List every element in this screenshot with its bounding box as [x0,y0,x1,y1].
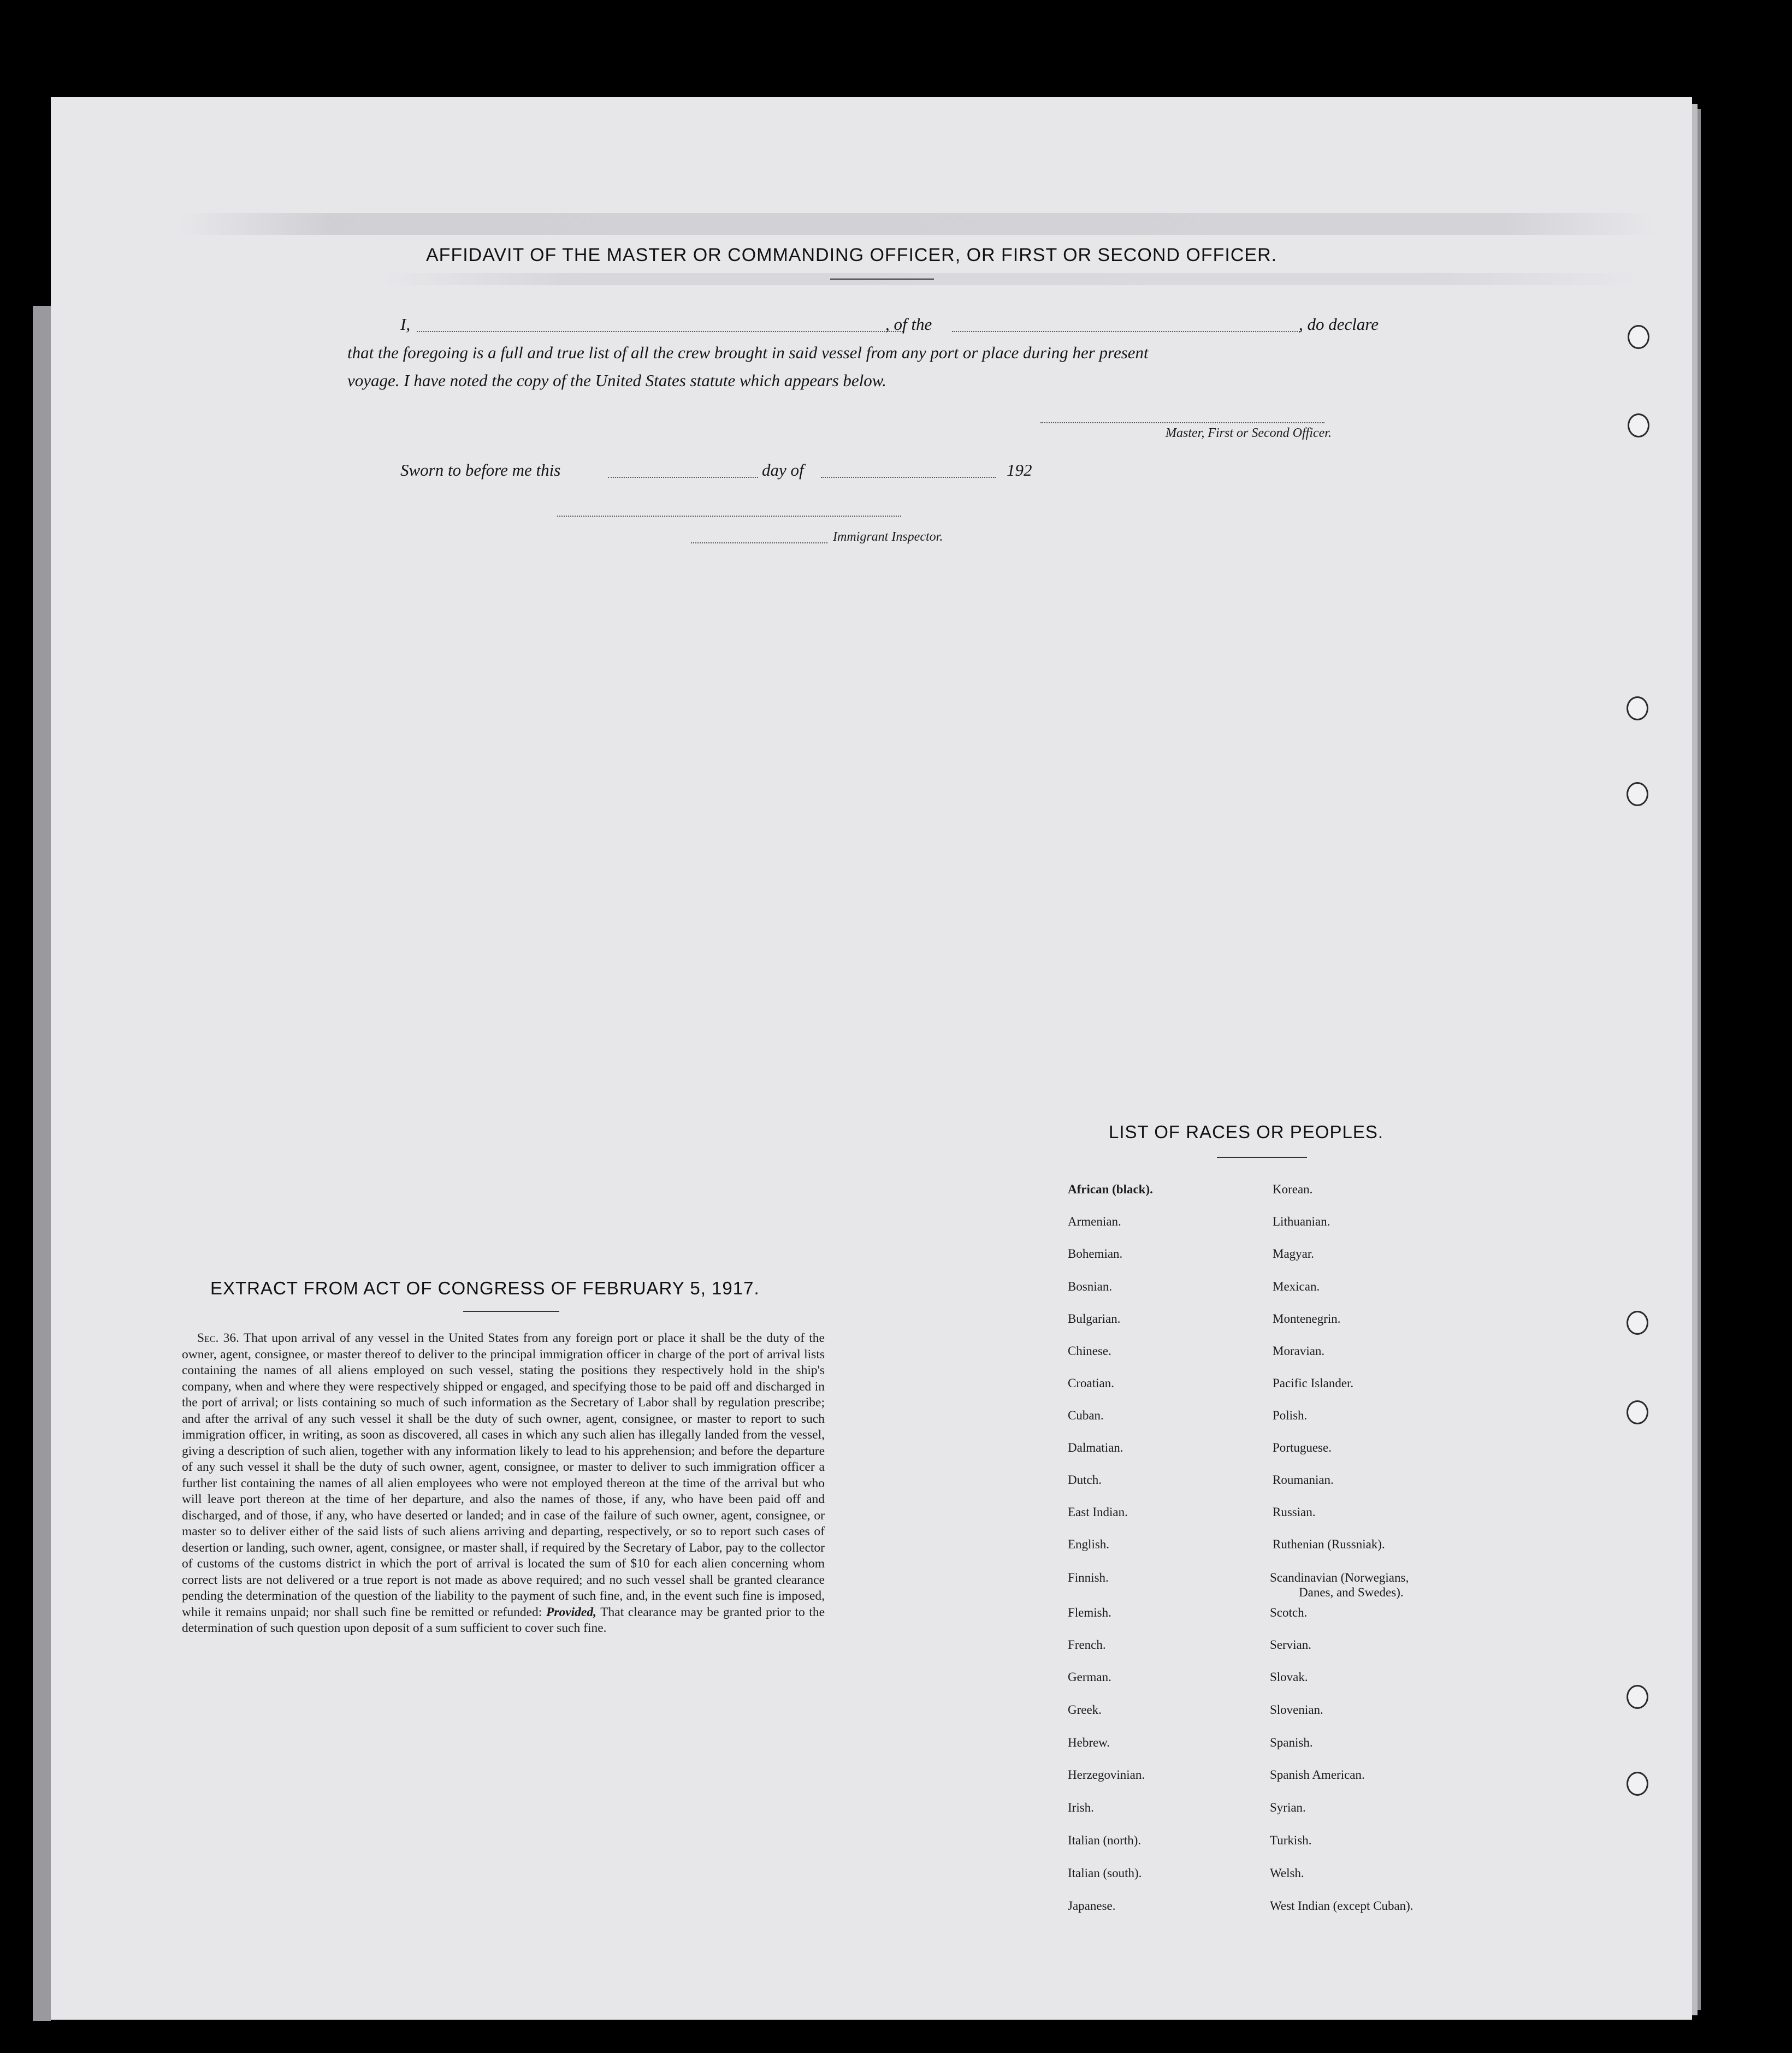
affidavit-line-1 [400,310,1405,338]
extract-body [182,1330,825,1637]
punch-hole [1627,1685,1648,1709]
provided-label: Provided, [546,1605,596,1619]
page-right-edge [1692,104,1698,2015]
race-right-3: Magyar. [1273,1247,1315,1261]
race-right-9: Portuguese. [1273,1441,1332,1454]
race-left-17: Greek. [1068,1703,1102,1717]
master-name-field[interactable] [417,331,903,332]
race-right-18: Spanish. [1270,1736,1313,1749]
race-left-18: Hebrew. [1068,1736,1110,1749]
section-text: That upon arrival of any vessel in the United States from any foreign port or place it shall be the duty of the owner, agent, consignee, or master thereof to deliver to the principal immigration officer in charge of the port of arrival lists containing the names of all aliens employed on such vessel, stating the positions they respectively hold in the ship's company, when and where they were respectively shipped or engaged, and specifying those to be paid off and discharged in the port of arrival; or lists containing so much of such information as the Secretary of Labor shall by regulation prescribe; and after the arrival of any such vessel it shall be the duty of such owner, agent, consignee, or master to report to such immigration officer, in writing, as soon as discovered, all cases in which any such alien has illegally landed from the vessel, giving a description of such alien, together with any information likely to lead to his apprehension; and before the departure of any such vessel it shall be the duty of such owner, agent, consignee, or master to deliver to such immigration officer a further list containing the names of all alien employees who were not employed thereon at the time of the arrival but who will leave port thereon at the time of her departure, and also the names of those, if any, who have been paid off and discharged, and of those, if any, who have deserted or landed; and in case of the failure of such owner, agent, consignee, or master so to deliver either of the said lists of such aliens arriving and departing, respectively, or so to report such cases of desertion or landing, such owner, agent, consignee, or master shall, if required by the Secretary of Labor, pay to the collector of customs of the customs district in which the port of arrival is located the sum of $10 for each alien concerning whom correct lists are not delivered or a true report is not made as above required; and no such vessel shall be granted clearance pending the determination of the question of the liability to the payment of such fine, and, in the event such fine is imposed, while it remains unpaid; nor shall such fine be remitted or refunded: [182,1331,825,1619]
race-left-9: Dalmatian. [1068,1441,1123,1454]
race-left-4: Bosnian. [1068,1280,1113,1293]
race-right-1: Korean. [1273,1182,1313,1196]
race-left-8: Cuban. [1068,1409,1104,1422]
race-right-12: Ruthenian (Russniak). [1273,1537,1385,1551]
race-left-12: English. [1068,1537,1110,1551]
race-right-20: Syrian. [1270,1801,1306,1814]
race-right-17: Slovenian. [1270,1703,1323,1717]
master-signature-field[interactable] [1040,422,1324,423]
extract-title: EXTRACT FROM ACT OF CONGRESS OF FEBRUARY 5, 1917. [210,1278,760,1298]
race-left-1: African (black). [1068,1182,1153,1196]
race-left-13: Finnish. [1068,1571,1109,1584]
race-right-13-cont: Danes, and Swedes). [1299,1585,1404,1599]
punch-hole [1627,782,1648,806]
race-right-2: Lithuanian. [1273,1215,1330,1228]
declaration-of-the: , of the [885,315,932,334]
affidavit-line-2: that the foregoing is a full and true list of all the crew brought in said vessel from any port or place during her present [347,343,1149,362]
punch-hole [1628,413,1649,437]
sworn-day-of-label: day of [762,460,804,480]
bleed-through-subheader [382,273,1639,285]
sworn-day-field[interactable] [608,477,758,478]
race-left-20: Irish. [1068,1801,1094,1814]
declaration-do-declare: , do declare [1299,315,1379,334]
punch-hole [1627,1311,1648,1335]
declaration-i: I, [400,315,411,334]
vessel-name-field[interactable] [952,331,1302,332]
race-right-22: Welsh. [1270,1866,1304,1880]
race-left-10: Dutch. [1068,1473,1102,1487]
punch-hole [1628,325,1649,349]
sworn-line [400,456,1110,484]
race-left-11: East Indian. [1068,1505,1128,1519]
race-right-23: West Indian (except Cuban). [1270,1899,1414,1913]
race-left-14: Flemish. [1068,1606,1111,1619]
section-label: Sec. 36. [197,1331,240,1345]
race-right-4: Mexican. [1273,1280,1320,1293]
inspector-signature-line[interactable] [557,516,901,517]
race-right-19: Spanish American. [1270,1768,1365,1782]
race-left-5: Bulgarian. [1068,1312,1121,1326]
race-left-7: Croatian. [1068,1376,1114,1390]
page-right-shadow [1698,109,1701,2010]
race-right-6: Moravian. [1273,1344,1325,1358]
master-signature-label: Master, First or Second Officer. [1166,426,1332,440]
race-left-21: Italian (north). [1068,1833,1142,1847]
race-left-23: Japanese. [1068,1899,1116,1913]
affidavit-title: AFFIDAVIT OF THE MASTER OR COMMANDING OFFICER, OR FIRST OR SECOND OFFICER. [426,245,1278,265]
race-right-16: Slovak. [1270,1670,1308,1684]
race-right-21: Turkish. [1270,1833,1312,1847]
race-left-22: Italian (south). [1068,1866,1142,1880]
page-stack-edge [33,306,51,2021]
race-left-15: French. [1068,1638,1106,1652]
race-left-16: German. [1068,1670,1111,1684]
extract-title-rule [463,1311,559,1312]
race-right-14: Scotch. [1270,1606,1308,1619]
race-left-6: Chinese. [1068,1344,1111,1358]
races-title-rule [1217,1157,1307,1158]
punch-hole [1627,1400,1648,1424]
inspector-label: Immigrant Inspector. [833,530,943,544]
punch-hole [1627,1772,1648,1796]
sworn-label: Sworn to before me this [400,460,561,480]
punch-hole [1627,696,1648,720]
races-title: LIST OF RACES OR PEOPLES. [1109,1122,1384,1142]
race-right-7: Pacific Islander. [1273,1376,1354,1390]
sworn-month-field[interactable] [821,477,996,478]
inspector-signature-field[interactable] [691,542,827,543]
race-right-8: Polish. [1273,1409,1308,1422]
race-right-15: Servian. [1270,1638,1312,1652]
race-right-5: Montenegrin. [1273,1312,1341,1326]
section-text-end: That clearance may be granted prior to the determination of such question upon deposit of a sum sufficient to cover such fine. [182,1605,825,1635]
affidavit-line-3: voyage. I have noted the copy of the United States statute which appears below. [347,371,886,390]
race-left-19: Herzegovinian. [1068,1768,1145,1782]
race-left-2: Armenian. [1068,1215,1121,1228]
affidavit-title-rule [830,279,934,280]
race-left-3: Bohemian. [1068,1247,1123,1261]
race-right-13: Scandinavian (Norwegians, [1270,1571,1409,1584]
sworn-year-label: 192 [1007,460,1032,480]
bleed-through-header [180,213,1655,235]
race-right-10: Roumanian. [1273,1473,1334,1487]
race-right-11: Russian. [1273,1505,1316,1519]
